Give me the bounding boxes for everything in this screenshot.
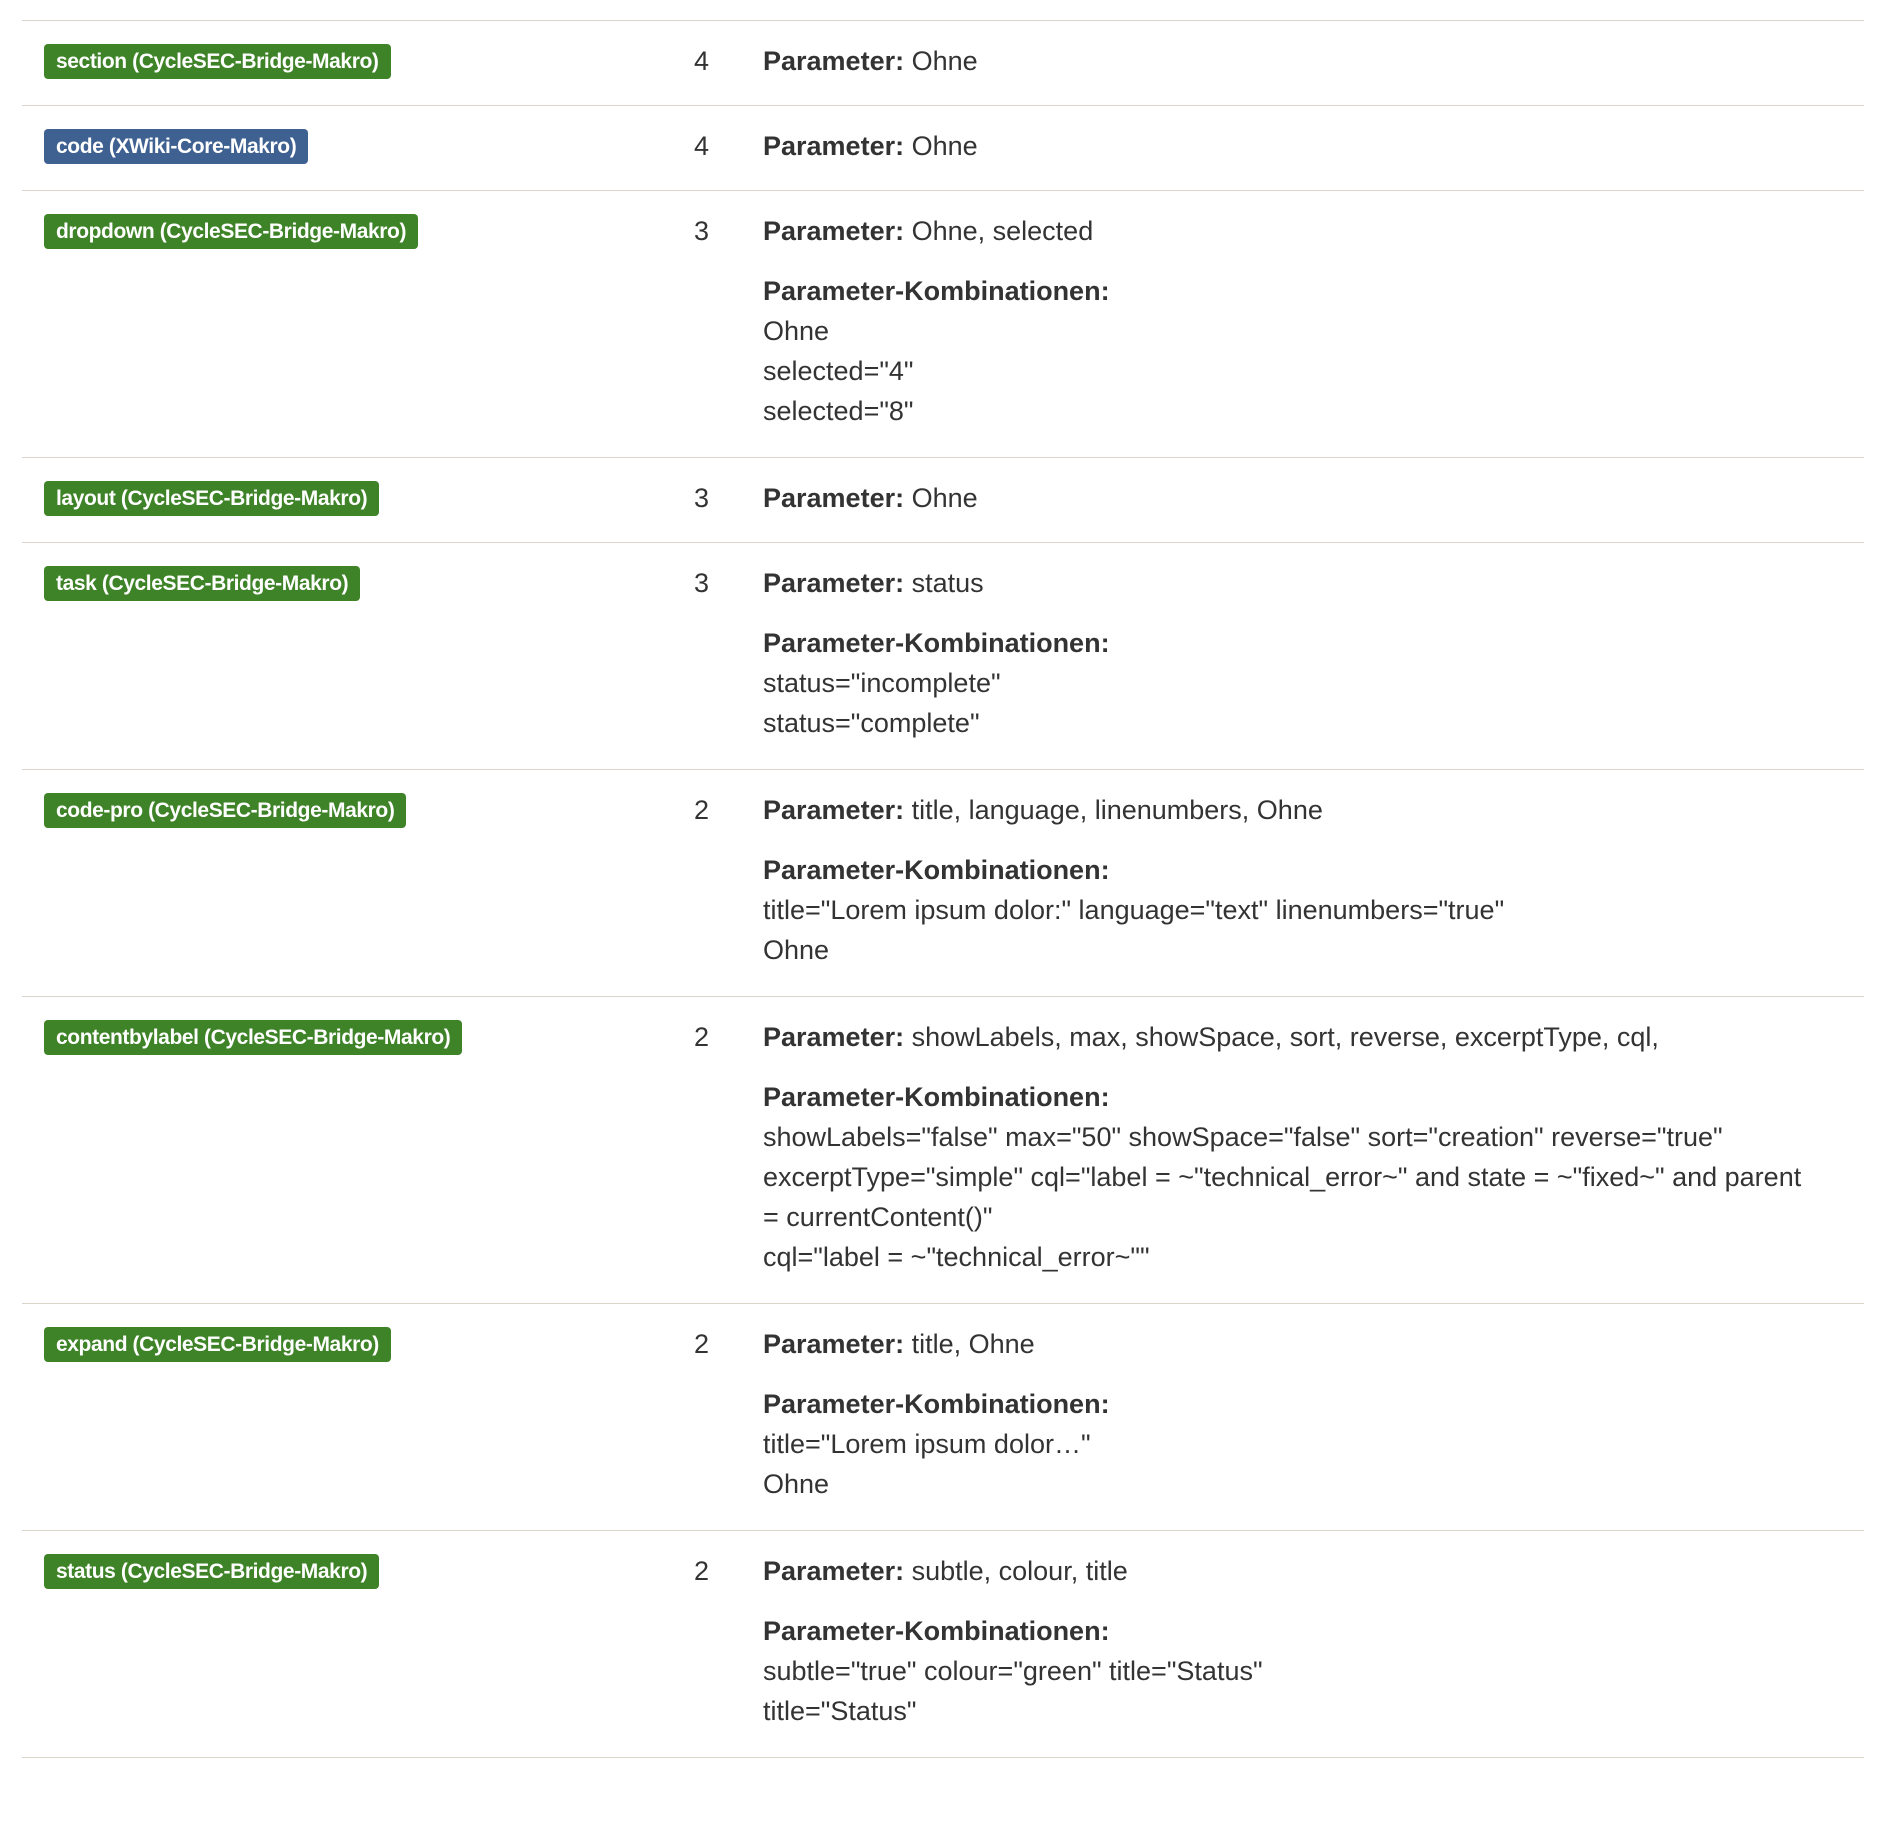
parameter-values: title, language, linenumbers, Ohne bbox=[911, 795, 1323, 825]
macro-cell bbox=[22, 480, 694, 516]
table-row-1 bbox=[22, 106, 1864, 191]
table-row-4 bbox=[22, 543, 1864, 770]
combination-item: title="Lorem ipsum dolor:" language="text" linenumbers="true" bbox=[763, 895, 1505, 925]
table-row-5 bbox=[22, 770, 1864, 997]
parameter-cell bbox=[763, 1553, 1864, 1731]
combination-item: title="Status" bbox=[763, 1696, 917, 1726]
combination-list bbox=[763, 1117, 1804, 1277]
macro-badge[interactable]: contentbylabel (CycleSEC-Bridge-Makro) bbox=[44, 1020, 462, 1055]
usage-count: 2 bbox=[694, 795, 710, 825]
parameter-combinations bbox=[763, 271, 1804, 431]
table-row-0 bbox=[22, 21, 1864, 106]
usage-count: 2 bbox=[694, 1556, 710, 1586]
macro-cell bbox=[22, 128, 694, 164]
macro-cell bbox=[22, 565, 694, 743]
parameter-line bbox=[763, 480, 1804, 516]
parameter-cell bbox=[763, 480, 1864, 516]
table-row-7 bbox=[22, 1304, 1864, 1531]
table-row-2 bbox=[22, 191, 1864, 458]
combination-item: selected="4" bbox=[763, 356, 914, 386]
combination-item: Ohne bbox=[763, 1469, 830, 1499]
macro-badge[interactable]: status (CycleSEC-Bridge-Makro) bbox=[44, 1554, 379, 1589]
macro-badge[interactable]: code-pro (CycleSEC-Bridge-Makro) bbox=[44, 793, 406, 828]
parameter-label: Parameter: bbox=[763, 46, 905, 76]
macro-badge[interactable]: code (XWiki-Core-Makro) bbox=[44, 129, 308, 164]
parameter-line bbox=[763, 792, 1804, 828]
parameter-combinations bbox=[763, 623, 1804, 743]
parameter-cell bbox=[763, 213, 1864, 431]
macro-cell bbox=[22, 43, 694, 79]
table-row-3 bbox=[22, 458, 1864, 543]
combinations-label: Parameter-Kombinationen: bbox=[763, 1616, 1110, 1646]
parameter-line bbox=[763, 1326, 1804, 1362]
combination-item: status="incomplete" bbox=[763, 668, 1001, 698]
parameter-label: Parameter: bbox=[763, 483, 905, 513]
macro-badge[interactable]: task (CycleSEC-Bridge-Makro) bbox=[44, 566, 360, 601]
combination-list bbox=[763, 1651, 1804, 1731]
usage-count: 3 bbox=[694, 568, 710, 598]
parameter-combinations bbox=[763, 1077, 1804, 1277]
parameter-values: showLabels, max, showSpace, sort, reverse, excerptType, cql, bbox=[911, 1022, 1659, 1052]
macro-cell bbox=[22, 792, 694, 970]
table-row-8 bbox=[22, 1531, 1864, 1758]
parameter-label: Parameter: bbox=[763, 1329, 905, 1359]
parameter-cell bbox=[763, 128, 1864, 164]
parameter-values: subtle, colour, title bbox=[911, 1556, 1128, 1586]
parameter-label: Parameter: bbox=[763, 131, 905, 161]
parameter-values: Ohne bbox=[911, 46, 978, 76]
combination-list bbox=[763, 663, 1804, 743]
macro-usage-table bbox=[22, 20, 1864, 1758]
macro-badge[interactable]: section (CycleSEC-Bridge-Makro) bbox=[44, 44, 391, 79]
usage-count: 2 bbox=[694, 1022, 710, 1052]
macro-cell bbox=[22, 1019, 694, 1277]
macro-badge[interactable]: dropdown (CycleSEC-Bridge-Makro) bbox=[44, 214, 418, 249]
parameter-combinations bbox=[763, 1611, 1804, 1731]
parameter-values: status bbox=[911, 568, 984, 598]
parameter-line bbox=[763, 128, 1804, 164]
parameter-cell bbox=[763, 792, 1864, 970]
parameter-values: Ohne, selected bbox=[911, 216, 1094, 246]
macro-cell bbox=[22, 213, 694, 431]
parameter-values: Ohne bbox=[911, 131, 978, 161]
combination-list bbox=[763, 890, 1804, 970]
parameter-label: Parameter: bbox=[763, 1022, 905, 1052]
macro-badge[interactable]: expand (CycleSEC-Bridge-Makro) bbox=[44, 1327, 391, 1362]
parameter-combinations bbox=[763, 1384, 1804, 1504]
parameter-label: Parameter: bbox=[763, 1556, 905, 1586]
macro-cell bbox=[22, 1326, 694, 1504]
parameter-line bbox=[763, 565, 1804, 601]
parameter-line bbox=[763, 1553, 1804, 1589]
combination-item: status="complete" bbox=[763, 708, 980, 738]
combination-item: Ohne bbox=[763, 935, 830, 965]
parameter-line bbox=[763, 213, 1804, 249]
macro-badge[interactable]: layout (CycleSEC-Bridge-Makro) bbox=[44, 481, 379, 516]
combination-item: Ohne bbox=[763, 316, 830, 346]
parameter-cell bbox=[763, 1019, 1864, 1277]
parameter-cell bbox=[763, 565, 1864, 743]
combinations-label: Parameter-Kombinationen: bbox=[763, 855, 1110, 885]
combination-item: title="Lorem ipsum dolor…" bbox=[763, 1429, 1091, 1459]
parameter-cell bbox=[763, 1326, 1864, 1504]
usage-count: 4 bbox=[694, 46, 710, 76]
usage-count: 3 bbox=[694, 216, 710, 246]
parameter-label: Parameter: bbox=[763, 216, 905, 246]
parameter-line bbox=[763, 1019, 1804, 1055]
combination-item: cql="label = ~"technical_error~"" bbox=[763, 1242, 1150, 1272]
combination-list bbox=[763, 311, 1804, 431]
combination-item: selected="8" bbox=[763, 396, 914, 426]
combinations-label: Parameter-Kombinationen: bbox=[763, 1389, 1110, 1419]
parameter-values: title, Ohne bbox=[911, 1329, 1035, 1359]
parameter-label: Parameter: bbox=[763, 568, 905, 598]
parameter-line bbox=[763, 43, 1804, 79]
usage-count: 4 bbox=[694, 131, 710, 161]
usage-count: 3 bbox=[694, 483, 710, 513]
usage-count: 2 bbox=[694, 1329, 710, 1359]
combinations-label: Parameter-Kombinationen: bbox=[763, 1082, 1110, 1112]
combination-list bbox=[763, 1424, 1804, 1504]
parameter-cell bbox=[763, 43, 1864, 79]
combination-item: subtle="true" colour="green" title="Status" bbox=[763, 1656, 1263, 1686]
macro-cell bbox=[22, 1553, 694, 1731]
combinations-label: Parameter-Kombinationen: bbox=[763, 628, 1110, 658]
parameter-values: Ohne bbox=[911, 483, 978, 513]
table-row-6 bbox=[22, 997, 1864, 1304]
combination-item: showLabels="false" max="50" showSpace="false" sort="creation" reverse="true" excerptType="simple" cql="label = ~"technical_error~" and state = ~"fixed~" and parent = currentContent()" bbox=[763, 1122, 1802, 1232]
parameter-combinations bbox=[763, 850, 1804, 970]
combinations-label: Parameter-Kombinationen: bbox=[763, 276, 1110, 306]
parameter-label: Parameter: bbox=[763, 795, 905, 825]
